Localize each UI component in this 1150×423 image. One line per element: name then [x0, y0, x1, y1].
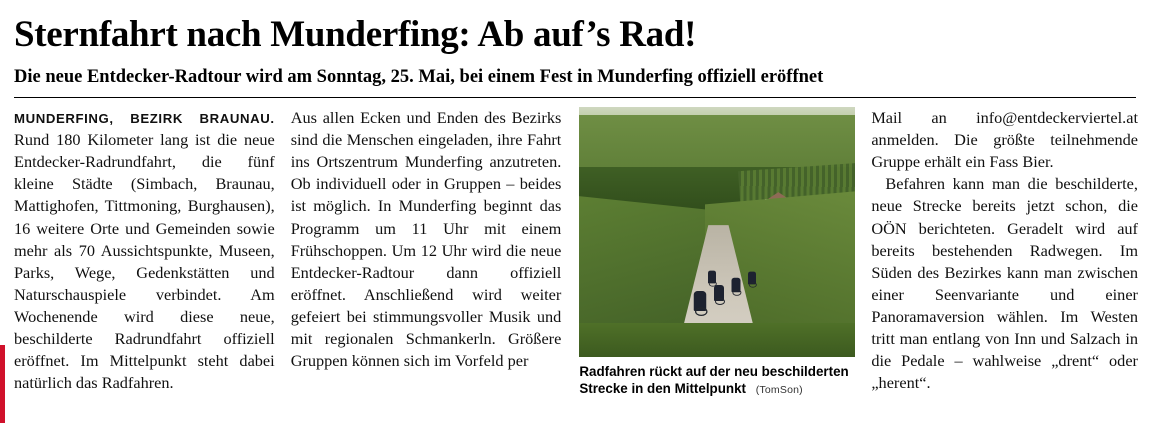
page-title: Sternfahrt nach Munderfing: Ab auf’s Rad!	[14, 14, 697, 55]
column-3	[579, 107, 871, 398]
column-1-body	[14, 107, 275, 394]
article-subhead: Die neue Entdecker-Radtour wird am Sonntag, 25. Mai, bei einem Fest in Munderfing offiziell eröffnet	[14, 66, 824, 87]
article-columns	[12, 107, 1138, 398]
column-4-text-first: Mail an info@entdeckerviertel.at anmelden. Die größte teilnehmende Gruppe erhält ein Fass Bier.	[871, 108, 1138, 172]
photo-credit: (TomSon)	[755, 384, 803, 397]
photo-cyclist	[748, 272, 756, 285]
column-2	[291, 107, 580, 398]
photo-cyclist	[708, 271, 716, 284]
photo-cyclist	[694, 291, 707, 311]
column-4-text-second: Befahren kann man die beschilderte, neue Strecke bereits jetzt schon, die OÖN berichteten. Geradelt wird auf bereits bestehenden Radwegen. Im Süden des Bezirkes kann man zwischen einer Seenvariante und einer Panoramaversion wählen. Im Westen tritt man entlang von Inn und Salzach in die Pedale – wahlweise „drent“ oder „herent“.	[871, 174, 1138, 393]
photo-foreground-grass	[579, 323, 855, 357]
dateline: MUNDERFING, BEZIRK BRAUNAU.	[14, 111, 275, 127]
column-1-text: Rund 180 Kilometer lang ist die neue Entdecker-Radrundfahrt, die fünf kleine Städte (Simbach, Braunau, Mattighofen, Tittmoning, Burghausen), 16 weitere Orte und Gemeinden sowie mehr als 70 Aussichtspunkte, Museen, Parks, Wege, Gedenkstätten und Naturschauspiele verbindet. Am Wochenende wird diese neue, beschilderte Radrundfahrt offiziell eröffnet. Im Mittelpunkt steht dabei natürlich das Radfahren.	[14, 130, 275, 393]
photo-figure	[579, 107, 855, 398]
photo-caption	[579, 363, 855, 398]
column-2-text: Aus allen Ecken und Enden des Bezirks sind die Menschen eingeladen, ihre Fahrt ins Ortszentrum Munderfing anzutreten. Ob individuell oder in Gruppen – beides ist möglich. In Munderfing beginnt das Programm um 11 Uhr mit einem Frühschoppen. Um 12 Uhr wird die neue Entdecker-Radtour dann offiziell eröffnet. Anschließend wird weiter gefeiert bei stimmungsvoller Musik und mit regionalen Schmankerln. Größere Gruppen können sich im Vorfeld per	[290, 108, 562, 370]
photo-cyclist	[732, 278, 741, 292]
horizontal-divider	[14, 97, 1136, 98]
photo-caption-text: Radfahren rückt auf der neu beschilderten Strecke in den Mittelpunkt	[579, 364, 849, 397]
cyclists-on-country-road-photo	[579, 107, 855, 357]
column-4	[871, 107, 1138, 398]
photo-cyclist	[714, 285, 724, 301]
column-1	[14, 107, 291, 398]
accent-rule	[0, 345, 5, 423]
